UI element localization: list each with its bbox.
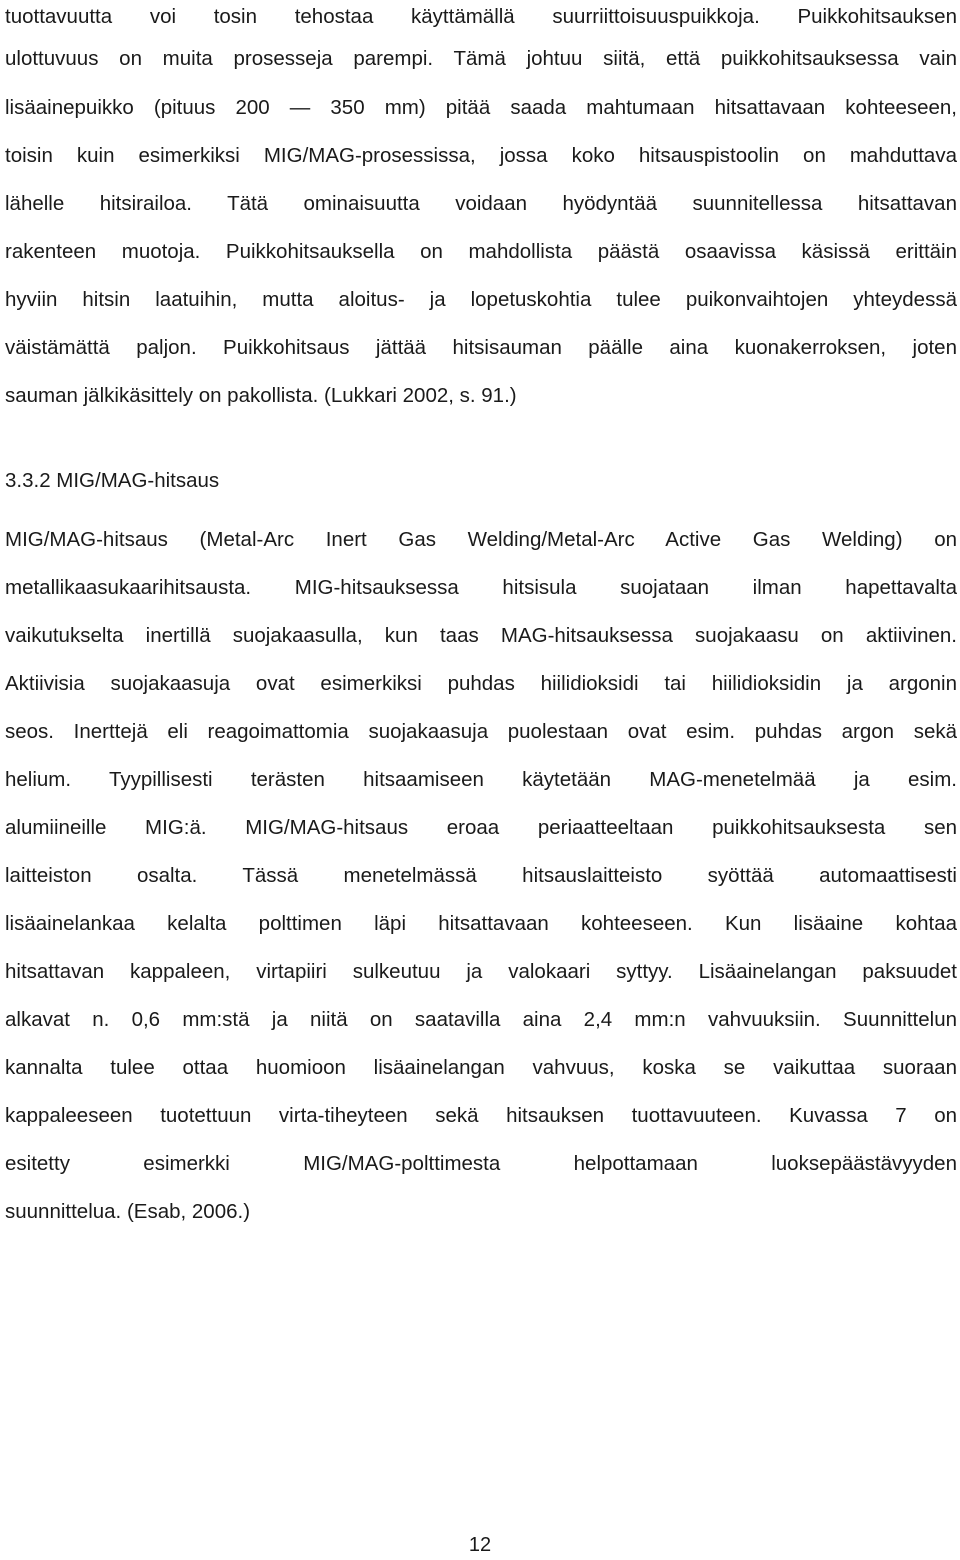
- paragraph-2-line: MIG/MAG-hitsaus (Metal-Arc Inert Gas Welding/Metal-Arc Active Gas Welding) on: [5, 528, 957, 551]
- paragraph-2-line: seos. Inerttejä eli reagoimattomia suojakaasuja puolestaan ovat esim. puhdas argon sekä: [5, 720, 957, 743]
- paragraph-1-line: lähelle hitsirailoa. Tätä ominaisuutta voidaan hyödyntää suunnitellessa hitsattavan: [5, 192, 957, 215]
- paragraph-1-line: hyviin hitsin laatuihin, mutta aloitus- ja lopetuskohtia tulee puikonvaihtojen yhteydessä: [5, 288, 957, 311]
- paragraph-1-line: rakenteen muotoja. Puikkohitsauksella on mahdollista päästä osaavissa käsissä erittäin: [5, 240, 957, 263]
- paragraph-2-line: lisäainelankaa kelalta polttimen läpi hitsattavaan kohteeseen. Kun lisäaine kohtaa: [5, 912, 957, 935]
- paragraph-2-line: Aktiivisia suojakaasuja ovat esimerkiksi puhdas hiilidioksidi tai hiilidioksidin ja argonin: [5, 672, 957, 695]
- paragraph-2-line: hitsattavan kappaleen, virtapiiri sulkeutuu ja valokaari syttyy. Lisäainelangan paksuudet: [5, 960, 957, 983]
- paragraph-1-line: ulottuvuus on muita prosesseja parempi. Tämä johtuu siitä, että puikkohitsauksessa vain: [5, 47, 957, 70]
- paragraph-1-line: lisäainepuikko (pituus 200 — 350 mm) pitää saada mahtumaan hitsattavaan kohteeseen,: [5, 96, 957, 119]
- paragraph-1-line: väistämättä paljon. Puikkohitsaus jättää hitsisauman päälle aina kuonakerroksen, joten: [5, 336, 957, 359]
- paragraph-2-line: esitetty esimerkki MIG/MAG-polttimesta helpottamaan luoksepäästävyyden: [5, 1152, 957, 1175]
- paragraph-2-line: metallikaasukaarihitsausta. MIG-hitsauksessa hitsisula suojataan ilman hapettavalta: [5, 576, 957, 599]
- paragraph-2-line: suunnittelua. (Esab, 2006.): [5, 1200, 251, 1223]
- paragraph-2-line: helium. Tyypillisesti terästen hitsaamiseen käytetään MAG-menetelmää ja esim.: [5, 768, 957, 791]
- paragraph-1-line: sauman jälkikäsittely on pakollista. (Lukkari 2002, s. 91.): [5, 384, 517, 407]
- section-heading: 3.3.2 MIG/MAG-hitsaus: [5, 469, 220, 492]
- paragraph-2-line: kappaleeseen tuotettuun virta-tiheyteen sekä hitsauksen tuottavuuteen. Kuvassa 7 on: [5, 1104, 957, 1127]
- paragraph-2-line: kannalta tulee ottaa huomioon lisäainelangan vahvuus, koska se vaikuttaa suoraan: [5, 1056, 957, 1079]
- paragraph-1-line: toisin kuin esimerkiksi MIG/MAG-prosessissa, jossa koko hitsauspistoolin on mahduttava: [5, 144, 957, 167]
- page-number: 12: [468, 1534, 492, 1556]
- paragraph-2-line: vaikutukselta inertillä suojakaasulla, kun taas MAG-hitsauksessa suojakaasu on aktiivinen.: [5, 624, 957, 647]
- paragraph-2-line: alkavat n. 0,6 mm:stä ja niitä on saatavilla aina 2,4 mm:n vahvuuksiin. Suunnittelun: [5, 1008, 957, 1031]
- paragraph-2-line: alumiineille MIG:ä. MIG/MAG-hitsaus eroaa periaatteeltaan puikkohitsauksesta sen: [5, 816, 957, 839]
- paragraph-2-line: laitteiston osalta. Tässä menetelmässä hitsauslaitteisto syöttää automaattisesti: [5, 864, 957, 887]
- paragraph-1-line: tuottavuutta voi tosin tehostaa käyttämällä suurriittoisuuspuikkoja. Puikkohitsauksen: [5, 5, 957, 28]
